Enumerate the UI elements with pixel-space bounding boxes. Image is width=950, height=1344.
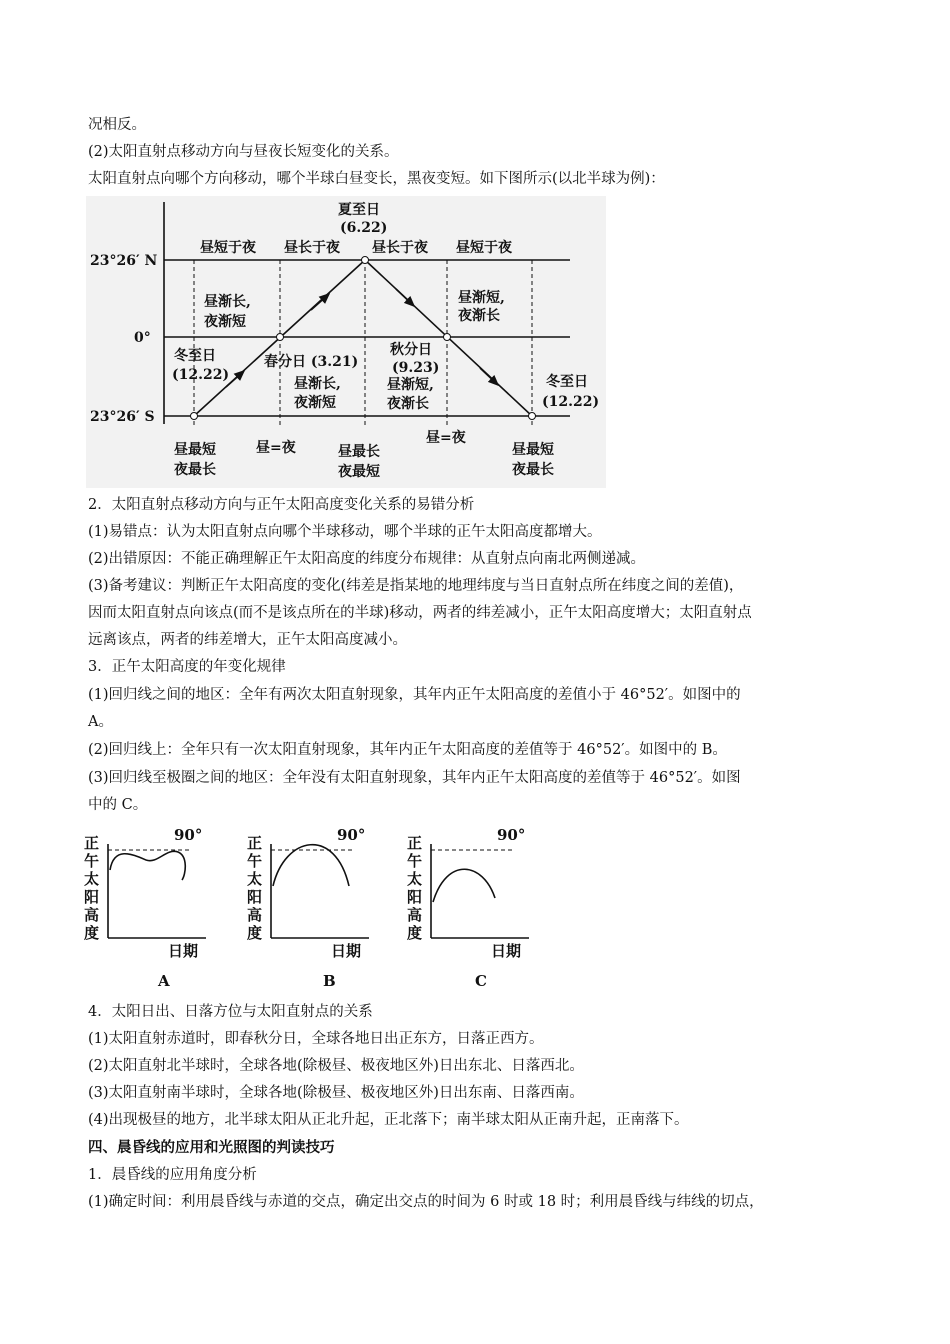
height-curve [110, 851, 185, 880]
mid-right-label: 夜渐长 [458, 308, 500, 324]
bottom-label: 昼最短 [512, 442, 554, 458]
ylabel-char: 午 [407, 852, 423, 870]
ylabel-char: 正 [84, 834, 100, 852]
winter-solstice-right-label: 冬至日 [546, 374, 588, 390]
ylabel-char: 度 [247, 924, 263, 942]
lat-south-label: 23°26′ S [90, 409, 155, 425]
paragraph-line: (1)确定时间：利用晨昏线与赤道的交点，确定出交点的时间为 6 时或 18 时；利用晨昏线与纬线的切点， [88, 1194, 764, 1210]
bottom-label: 昼最长 [338, 444, 380, 460]
ylabel-char: 高 [407, 906, 423, 924]
top-label: 昼长于夜 [284, 240, 340, 256]
paragraph-line: 太阳直射点向哪个方向移动，哪个半球白昼变长，黑夜变短。如下图所示(以北半球为例)： [88, 171, 665, 187]
noon-height-chart-b [245, 826, 395, 992]
bottom-label: 夜最长 [174, 462, 216, 478]
autumn-equinox-label: 秋分日 [390, 342, 432, 358]
ylabel-char: 高 [247, 906, 263, 924]
mid-right-label: 昼渐短, [458, 290, 505, 306]
sun-point-marker [529, 413, 536, 420]
ylabel-char: 太 [84, 870, 100, 888]
ylabel-char: 度 [407, 924, 423, 942]
paragraph-line: (2)太阳直射点移动方向与昼夜长短变化的关系。 [88, 144, 399, 160]
max-label: 90° [174, 826, 203, 844]
direction-arrow [480, 368, 498, 385]
chart-letter: B [323, 972, 336, 990]
paragraph-line: (2)回归线上：全年只有一次太阳直射现象，其年内正午太阳高度的差值等于 46°52′。如图中的 B。 [88, 742, 727, 758]
winter-solstice-left-label: 冬至日 [174, 348, 216, 364]
sun-point-marker [362, 257, 369, 264]
paragraph-line: 中的 C。 [88, 797, 148, 813]
paragraph-line: 2．太阳直射点移动方向与正午太阳高度变化关系的易错分析 [88, 497, 475, 513]
chart-letter: C [475, 972, 487, 990]
max-label: 90° [337, 826, 366, 844]
summer-date-label: (6.22) [340, 220, 388, 236]
mid-left-label: 夜渐短 [204, 314, 246, 330]
ylabel-char: 正 [247, 834, 263, 852]
paragraph-line: (4)出现极昼的地方，北半球太阳从正北升起，正北落下；南半球太阳从正南升起，正南落下。 [88, 1112, 689, 1128]
mid-left-label: 昼渐长, [204, 294, 251, 310]
spring-equinox-label: 春分日 (3.21) [264, 354, 359, 370]
height-curve [433, 869, 495, 902]
paragraph-line: (2)太阳直射北半球时，全球各地(除极昼、极夜地区外)日出东北、日落西北。 [88, 1058, 584, 1074]
ylabel-char: 午 [84, 852, 100, 870]
bottom-label: 夜最短 [338, 464, 380, 480]
direction-arrow [396, 289, 414, 306]
bottom-label: 夜最长 [512, 462, 554, 478]
x-axis-label: 日期 [491, 942, 522, 960]
sun-movement-diagram [86, 196, 606, 488]
ylabel-char: 度 [84, 924, 100, 942]
low-left-label: 昼渐长, [294, 376, 341, 392]
winter-date-left-label: (12.22) [172, 367, 230, 383]
ylabel-char: 正 [407, 834, 423, 852]
paragraph-line: (3)备考建议：判断正午太阳高度的变化(纬差是指某地的地理纬度与当日直射点所在纬度之间的差值)， [88, 578, 744, 594]
top-label: 昼长于夜 [372, 240, 428, 256]
max-label: 90° [497, 826, 526, 844]
sun-point-marker [191, 413, 198, 420]
section-heading: 四、晨昏线的应用和光照图的判读技巧 [88, 1139, 335, 1156]
direction-arrow [311, 294, 329, 310]
ylabel-char: 太 [247, 870, 263, 888]
autumn-date-label: (9.23) [392, 360, 440, 376]
top-label: 昼短于夜 [200, 240, 256, 256]
paragraph-line: 远离该点，两者的纬差增大，正午太阳高度减小。 [88, 632, 407, 648]
low-right-label: 夜渐长 [387, 396, 429, 412]
equator-label: 0° [134, 330, 151, 346]
x-axis-label: 日期 [331, 942, 362, 960]
bottom-label: 昼=夜 [426, 430, 466, 446]
summer-solstice-label: 夏至日 [338, 202, 380, 218]
paragraph-line: (1)易错点：认为太阳直射点向哪个半球移动，哪个半球的正午太阳高度都增大。 [88, 524, 602, 540]
chart-letter: A [158, 972, 170, 990]
height-curve [273, 845, 349, 886]
low-right-label: 昼渐短, [387, 377, 434, 393]
noon-height-chart-c [405, 826, 555, 992]
x-axis-label: 日期 [168, 942, 199, 960]
paragraph-line: (3)回归线至极圈之间的地区：全年没有太阳直射现象，其年内正午太阳高度的差值等于 46°52′。如图 [88, 770, 741, 786]
top-label: 昼短于夜 [456, 240, 512, 256]
paragraph-line: 4．太阳日出、日落方位与太阳直射点的关系 [88, 1004, 373, 1020]
ylabel-char: 阳 [84, 888, 100, 906]
low-left-label: 夜渐短 [294, 395, 336, 411]
noon-height-chart-a [82, 826, 232, 992]
ylabel-char: 午 [247, 852, 263, 870]
sun-point-marker [444, 334, 451, 341]
ylabel-char: 阳 [247, 888, 263, 906]
ylabel-char: 太 [407, 870, 423, 888]
winter-date-right-label: (12.22) [542, 394, 600, 410]
paragraph-line: 3．正午太阳高度的年变化规律 [88, 659, 286, 675]
ylabel-char: 高 [84, 906, 100, 924]
paragraph-line: (1)回归线之间的地区：全年有两次太阳直射现象，其年内正午太阳高度的差值小于 46°52′。如图中的 [88, 687, 741, 703]
paragraph-line: (3)太阳直射南半球时，全球各地(除极昼、极夜地区外)日出东南、日落西南。 [88, 1085, 584, 1101]
lat-north-label: 23°26′ N [90, 253, 158, 269]
paragraph-line: A。 [88, 714, 113, 730]
paragraph-line: (2)出错原因：不能正确理解正午太阳高度的纬度分布规律：从直射点向南北两侧递减。 [88, 551, 646, 567]
bottom-label: 昼=夜 [256, 440, 296, 456]
ylabel-char: 阳 [407, 888, 423, 906]
paragraph-line: 1．晨昏线的应用角度分析 [88, 1167, 257, 1183]
paragraph-line: (1)太阳直射赤道时，即春秋分日，全球各地日出正东方，日落正西方。 [88, 1031, 544, 1047]
paragraph-line: 因而太阳直射点向该点(而不是该点所在的半球)移动，两者的纬差减小，正午太阳高度增大；太阳直射点 [88, 605, 752, 621]
paragraph-line: 况相反。 [88, 117, 146, 133]
sun-point-marker [277, 334, 284, 341]
bottom-label: 昼最短 [174, 442, 216, 458]
